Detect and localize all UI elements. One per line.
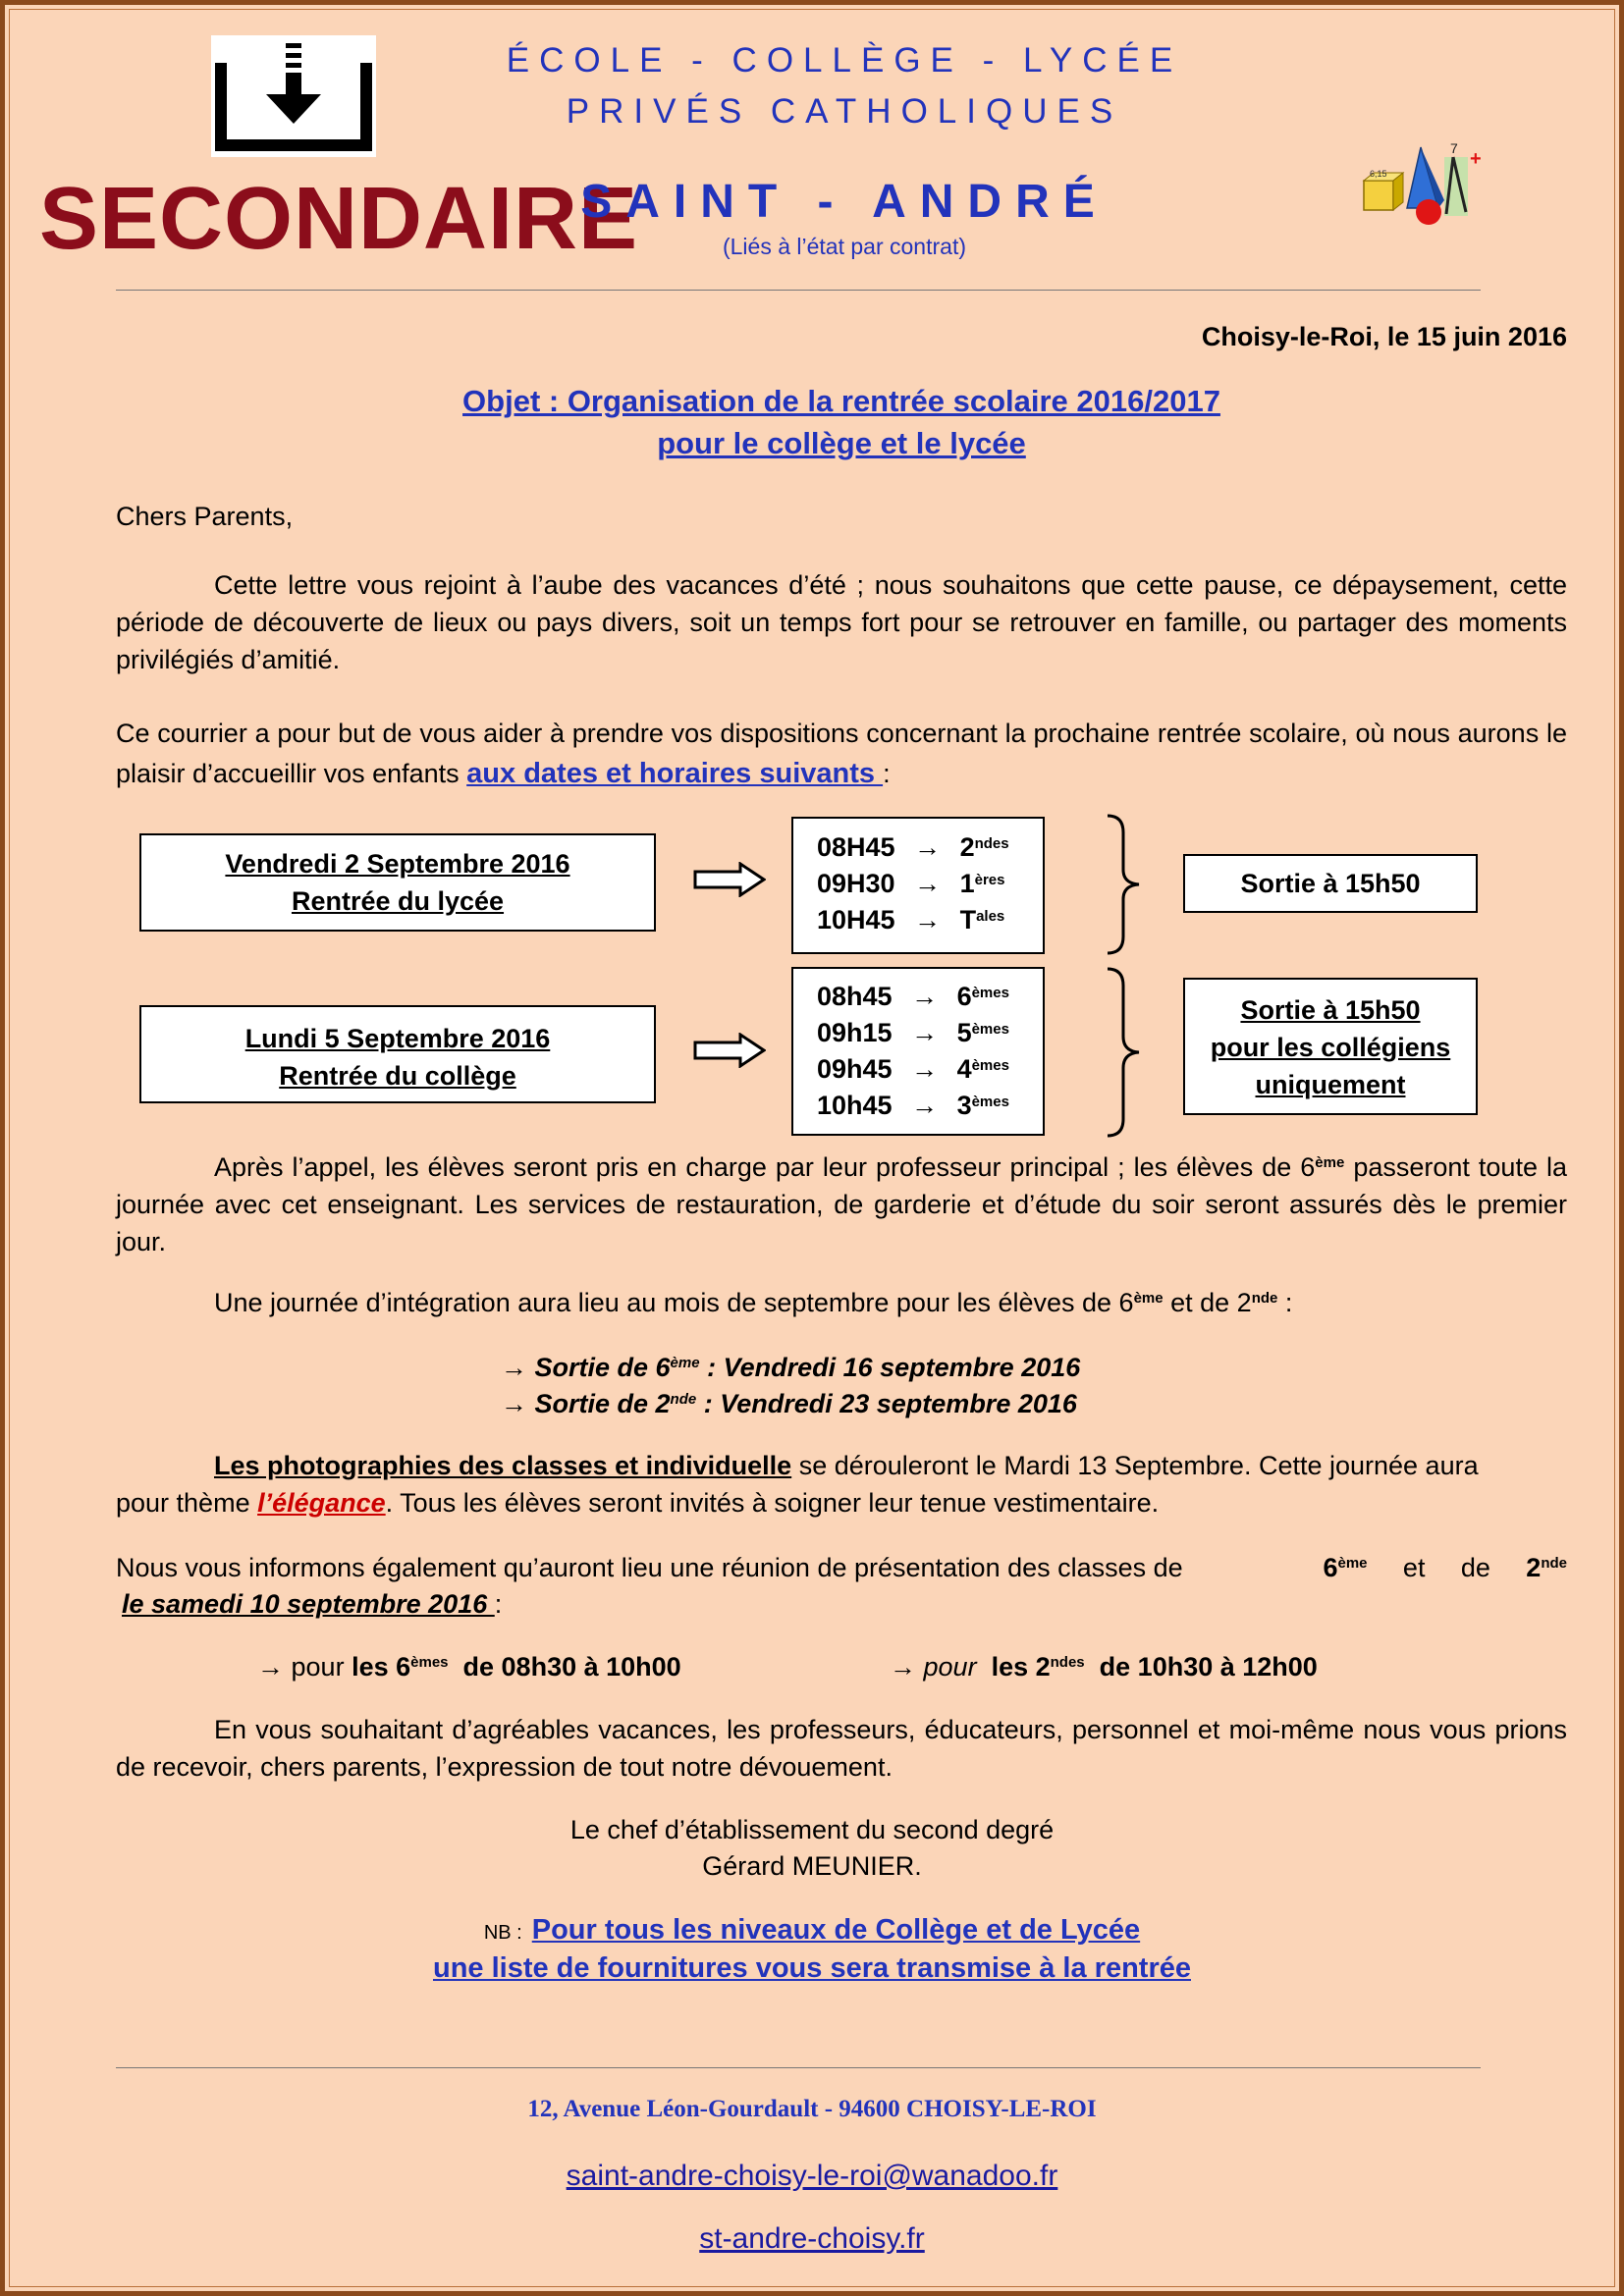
object-line-1: Objet : Organisation de la rentrée scolaire 2016/2017 xyxy=(462,384,1220,418)
lycee-date-box xyxy=(139,833,656,932)
nb-link-1[interactable]: Pour tous les niveaux de Collège et de Lycée xyxy=(531,1914,1141,1946)
paragraph-2 xyxy=(116,714,1567,794)
secondaire-title: SECONDAIRE xyxy=(39,170,639,268)
greeting: Chers Parents, xyxy=(116,502,294,531)
lycee-arrow-icon xyxy=(693,862,766,897)
meeting-slot-1: → pour les 6èmes de 08h30 à 10h00 xyxy=(257,1652,681,1682)
paragraph-1 xyxy=(116,566,1567,678)
after-appel-paragraph: Après l’appel, les élèves seront pris en charge par leur professeur principal ; les élèves de 6ème passeront toute la journée avec cet enseignant. Les services de restauration, de garderie et d’étude du soir seront assurés dès le premier jour. xyxy=(116,1152,1567,1256)
theme-elegance: l’élégance xyxy=(257,1488,386,1518)
paragraph-2-end: : xyxy=(883,759,891,788)
header-divider xyxy=(116,290,1481,291)
photos-paragraph: Les photographies des classes et individuelle se dérouleront le Mardi 13 Septembre. Cette journée aura pour thème l’élégance. Tous les élèves seront invités à soigner leur tenue vestimentaire. xyxy=(116,1451,1479,1518)
college-schedule-row: 08h45 → 6èmes xyxy=(817,982,1009,1011)
nb-line-1: NB : Pour tous les niveaux de Collège et de Lycée xyxy=(483,1914,1141,1946)
lycee-exit-box xyxy=(1183,854,1478,913)
lycee-schedule-row: $10H45 \to T^{ales}$ xyxy=(817,905,1005,934)
college-brace xyxy=(1104,966,1143,1139)
college-schedule-box xyxy=(791,967,1045,1136)
nb-link-2[interactable]: une liste de fournitures vous sera transmise à la rentrée xyxy=(432,1952,1191,1984)
paragraph-1-text: Cette lettre vous rejoint à l’aube des vacances d’été ; nous souhaitons que cette pause, ce dépaysement, cette période de découverte de lieux ou pays divers, soit un temps fort pour se retrouver en famille, ou partager des moments privilégiés d’amitié. xyxy=(116,570,1567,674)
school-name: SAINT - ANDRÉ xyxy=(580,176,1109,228)
college-arrow-icon xyxy=(693,1033,766,1068)
signature-title: Le chef d’établissement du second degré xyxy=(569,1815,1055,1844)
header-line-2: PRIVÉS CATHOLIQUES xyxy=(566,92,1123,131)
lycee-label: Rentrée du lycée xyxy=(291,886,505,916)
paragraph-2-text: Ce courrier a pour but de vous aider à prendre vos dispositions concernant la prochaine rentrée scolaire, où nous aurons le plaisir d’accueillir vos enfants xyxy=(116,719,1567,788)
closing-paragraph: En vous souhaitant d’agréables vacances, les professeurs, éducateurs, personnel et moi-même nous vous prions de recevoir, chers parents, l’expression de tout notre dévouement. xyxy=(116,1715,1567,1782)
footer-website xyxy=(0,2222,1624,2256)
lycee-exit: Sortie à 15h50 xyxy=(1240,869,1421,898)
college-date-box xyxy=(139,1005,656,1103)
svg-text:+: + xyxy=(1470,148,1482,170)
lycee-brace xyxy=(1104,813,1143,956)
nb-line-2 xyxy=(0,1952,1624,1985)
college-schedule-row: 09h45 → 4èmes xyxy=(817,1054,1009,1084)
college-exit-2: pour les collégiens xyxy=(1210,1033,1451,1062)
geometry-shapes-logo xyxy=(1360,137,1497,228)
lycee-schedule-row: $08H45 \to 2^{ndes}$ xyxy=(817,832,1009,862)
lycee-schedule-row: 09H30 → 1ères xyxy=(817,869,1005,898)
outing-6eme: → Sortie de 6ème : Vendredi 16 septembre 2016 xyxy=(501,1353,1081,1382)
signature-name: Gérard MEUNIER. xyxy=(702,1851,922,1881)
meeting-line-1: Nous vous informons également qu’auront lieu une réunion de présentation des classes de 6ème et de 2nde xyxy=(116,1553,1567,1582)
college-exit-3: uniquement xyxy=(1255,1070,1406,1099)
download-tray-icon xyxy=(211,35,376,157)
header-line-1: ÉCOLE - COLLÈGE - LYCÉE xyxy=(506,41,1183,80)
date-line: Choisy-le-Roi, le 15 juin 2016 xyxy=(1201,322,1567,351)
meeting-date: le samedi 10 septembre 2016 xyxy=(122,1589,495,1619)
college-label: Rentrée du collège xyxy=(279,1061,516,1091)
lycee-schedule-box xyxy=(791,817,1045,954)
svg-text:7: 7 xyxy=(1450,140,1458,156)
email-link[interactable]: saint-andre-choisy-le-roi@wanadoo.fr xyxy=(566,2160,1058,2192)
object-line-2: pour le collège et le lycée xyxy=(657,426,1026,460)
college-exit-box xyxy=(1183,978,1478,1115)
lycee-date: Vendredi 2 Septembre 2016 xyxy=(225,849,570,879)
footer-divider xyxy=(116,2067,1481,2068)
integration-paragraph: Une journée d’intégration aura lieu au mois de septembre pour les élèves de 6ème et de 2nde : xyxy=(214,1288,1293,1317)
college-schedule-row: 10h45 → 3èmes xyxy=(817,1091,1009,1120)
college-date: Lundi 5 Septembre 2016 xyxy=(244,1024,551,1053)
meeting-slot-2: → pour les $2^{ndes}$ de 10h30 à 12h00 xyxy=(890,1652,1318,1682)
footer-address: 12, Avenue Léon-Gourdault - 94600 CHOISY-LE-ROI xyxy=(527,2096,1097,2122)
svg-text:6,15: 6,15 xyxy=(1370,169,1387,179)
outing-2nde: → Sortie de 2nde : Vendredi 23 septembre 2016 xyxy=(501,1389,1077,1418)
footer-email xyxy=(0,2160,1624,2193)
contract-note: (Liés à l’état par contrat) xyxy=(722,234,966,259)
dates-link[interactable]: aux dates et horaires suivants xyxy=(466,758,884,789)
college-schedule-row: 09h15 → 5èmes xyxy=(817,1018,1009,1047)
website-link[interactable]: st-andre-choisy.fr xyxy=(699,2222,925,2255)
college-exit-1: Sortie à 15h50 xyxy=(1240,995,1421,1025)
meeting-line-2: le samedi 10 septembre 2016 : xyxy=(122,1589,503,1619)
